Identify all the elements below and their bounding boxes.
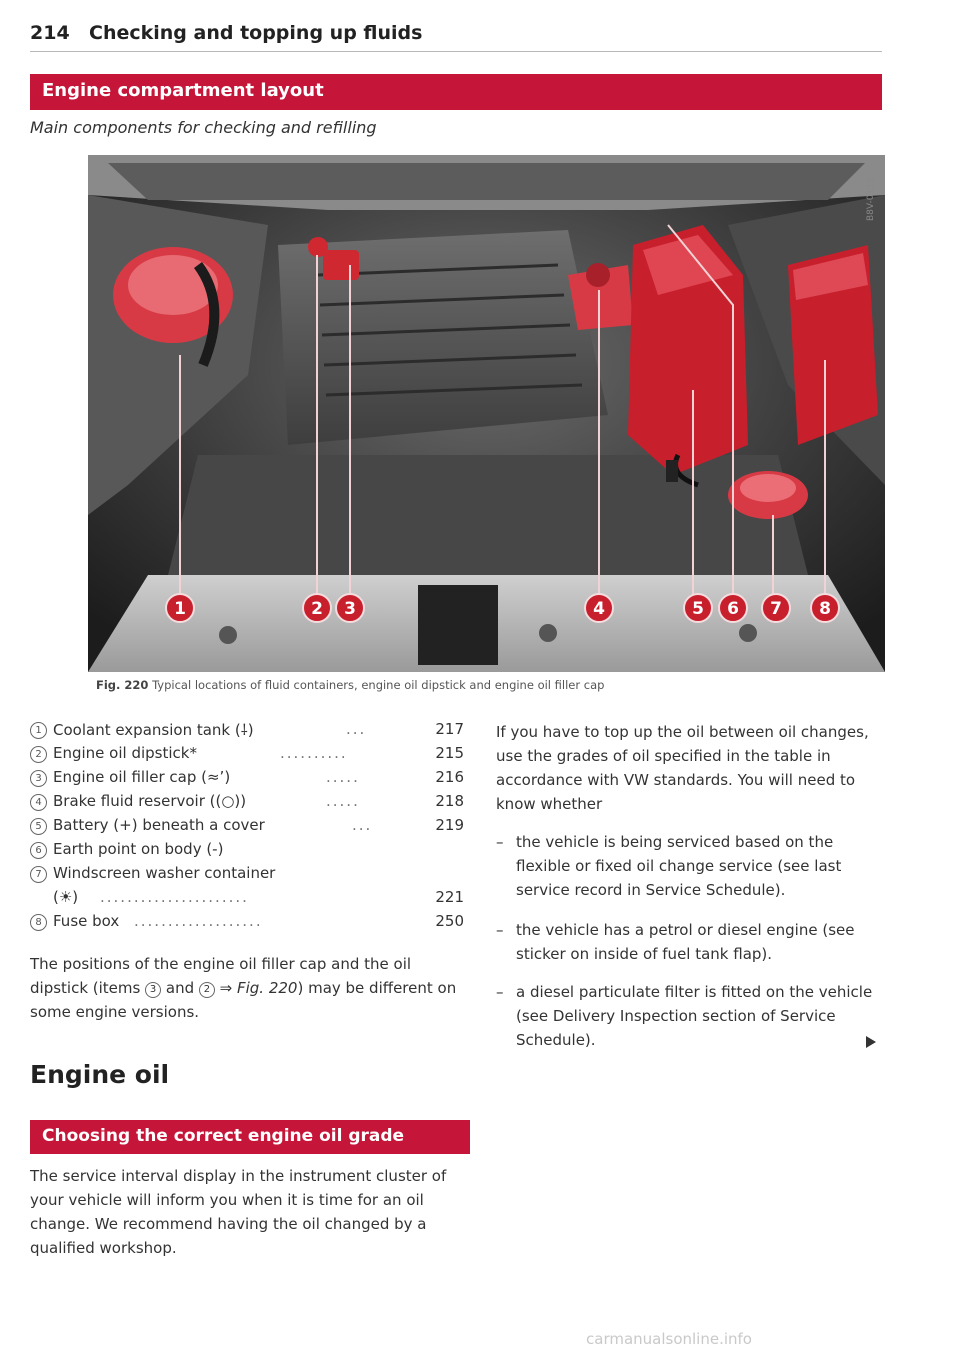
callout-7 <box>762 594 790 622</box>
bullet-item: – the vehicle is being serviced based on the flexible or fixed oil change service (see last service record in Service Schedule). <box>496 830 886 902</box>
legend-page: 217 <box>435 720 464 738</box>
svg-text:3: 3 <box>344 599 356 619</box>
figure-caption <box>96 678 604 692</box>
callout-3 <box>336 594 364 622</box>
svg-text:6: 6 <box>727 599 739 619</box>
legend-number: 2 <box>30 746 47 763</box>
svg-text:4: 4 <box>593 599 605 619</box>
page-header <box>30 20 882 52</box>
legend-label: Engine oil filler cap (≈’) <box>53 768 231 786</box>
section-title-bar <box>30 74 882 110</box>
legend-number: 5 <box>30 818 47 835</box>
legend-number: 8 <box>30 914 47 931</box>
svg-text:5: 5 <box>692 599 704 619</box>
subsection-title: Choosing the correct engine oil grade <box>42 1126 405 1146</box>
figure-caption-label: Fig. 220 <box>96 678 149 692</box>
legend-number: 6 <box>30 842 47 859</box>
bullet-item: – the vehicle has a petrol or diesel engine (see sticker on inside of fuel tank flap). <box>496 918 886 966</box>
legend-page: 250 <box>435 912 464 930</box>
legend-item: 1 Coolant expansion tank (⸸) ... 217 <box>30 720 470 744</box>
legend-item: 3 Engine oil filler cap (≈’) ..... 216 <box>30 768 470 792</box>
legend-label: Engine oil dipstick* <box>53 744 197 762</box>
bullet-text: the vehicle has a petrol or diesel engine (see sticker on inside of fuel tank flap). <box>516 921 855 963</box>
legend-page: 216 <box>435 768 464 786</box>
engine-oil-body: The service interval display in the instrument cluster of your vehicle will inform you when it is time for an oil change. We recommend having the oil changed by a qualified workshop. <box>30 1167 447 1257</box>
legend-item: 2 Engine oil dipstick* .......... 215 <box>30 744 470 768</box>
section-subtitle: Main components for checking and refilling <box>30 118 377 137</box>
section-title: Engine compartment layout <box>42 80 324 101</box>
bullet-text: the vehicle is being serviced based on the flexible or fixed oil change service (see last service record in Service Schedule). <box>516 833 842 899</box>
page-number: 214 <box>30 22 70 44</box>
svg-text:2: 2 <box>311 599 323 619</box>
legend-item: 5 Battery (+) beneath a cover ... 219 <box>30 816 470 840</box>
figure-code: B8V-0115 <box>866 177 876 221</box>
legend-number: 7 <box>30 866 47 883</box>
callout-5 <box>684 594 712 622</box>
subsection-title-bar <box>30 1120 470 1154</box>
callout-1 <box>166 594 194 622</box>
note-text: and <box>161 979 199 997</box>
engine-oil-heading: Engine oil <box>30 1060 170 1089</box>
legend-number: 3 <box>30 770 47 787</box>
legend-label: Earth point on body (-) <box>53 840 224 858</box>
bullet-item: – a diesel particulate filter is fitted on the vehicle (see Delivery Inspection section of Service Schedule). <box>496 980 886 1052</box>
legend-label: Brake fluid reservoir ((○)) <box>53 792 247 810</box>
callout-6 <box>719 594 747 622</box>
legend-item: 4 Brake fluid reservoir ((○)) ..... 218 <box>30 792 470 816</box>
legend-label: Fuse box <box>53 912 120 930</box>
legend-page: 221 <box>435 888 464 906</box>
engine-compartment-figure <box>88 155 885 672</box>
item-ref-3: 3 <box>145 982 161 998</box>
bullet-text: a diesel particulate filter is fitted on the vehicle (see Delivery Inspection section of Service Schedule). <box>516 983 873 1049</box>
callout-2 <box>303 594 331 622</box>
legend-label: Coolant expansion tank (⸸) <box>53 721 254 739</box>
legend-item <box>30 864 470 888</box>
note-text: The positions of the engine oil filler cap and the oil dipstick (items <box>30 955 412 997</box>
svg-text:1: 1 <box>174 599 186 619</box>
svg-text:8: 8 <box>819 599 831 619</box>
legend-number: 4 <box>30 794 47 811</box>
watermark: carmanualsonline.info <box>586 1330 752 1348</box>
legend-label: (☀) <box>53 888 79 906</box>
legend-item: 8 Fuse box ................... 250 <box>30 912 470 936</box>
legend-page: 215 <box>435 744 464 762</box>
positions-note <box>30 952 460 1024</box>
legend-page: 218 <box>435 792 464 810</box>
engine-photo <box>88 155 885 672</box>
legend-label: Battery (+) beneath a cover <box>53 816 265 834</box>
note-text: ⇒ <box>214 979 237 997</box>
legend-item-continuation: (☀) ...................... 221 <box>53 888 464 906</box>
oil-topup-intro: If you have to top up the oil between oil changes, use the grades of oil specified in the table in accordance with VW standards. You will need to know whether <box>496 723 869 813</box>
item-ref-2: 2 <box>199 982 215 998</box>
callout-8 <box>811 594 839 622</box>
figure-caption-text: Typical locations of fluid containers, engine oil dipstick and engine oil filler cap <box>152 678 605 692</box>
legend-number: 1 <box>30 722 47 739</box>
svg-text:7: 7 <box>770 599 782 619</box>
legend-label: Windscreen washer container <box>53 864 276 882</box>
legend-item <box>30 840 470 864</box>
figure-reference-link[interactable]: Fig. 220 <box>236 979 298 997</box>
legend-page: 219 <box>435 816 464 834</box>
chapter-title: Checking and topping up fluids <box>89 22 423 44</box>
callout-4 <box>585 594 613 622</box>
continued-arrow-icon <box>866 1036 876 1048</box>
note-text: ) may be different on some engine versions. <box>30 979 457 1021</box>
